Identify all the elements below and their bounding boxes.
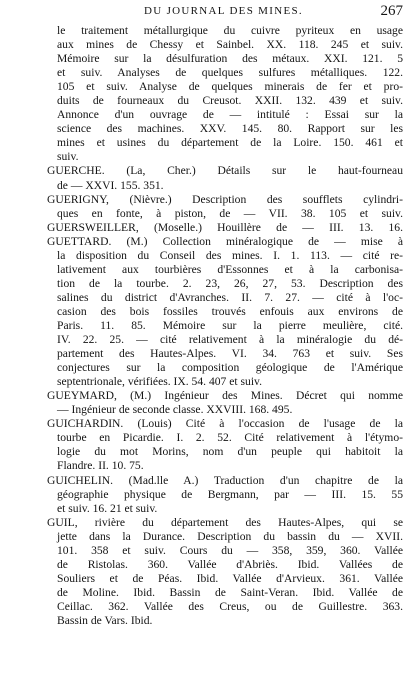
page-number: 267 [380, 3, 403, 19]
running-head [44, 3, 403, 25]
index-text-line: la disposition du Conseil des mines. I. 1. 113. — cité re- [57, 248, 403, 262]
index-text-line: science des machines. XXV. 145. 80. Rapport sur les [57, 122, 403, 136]
index-entry-line: GUIL, rivière du département des Hautes-Alpes, qui se [47, 515, 403, 529]
index-text-line: géographie physique de Bergmann, par — III. 15. 55 [57, 487, 403, 501]
index-text-line: de Ristolas. 360. Vallée d'Abriès. Ibid. Vallées de [57, 557, 403, 571]
index-text-line: de — XXVI. 155. 351. [57, 178, 164, 192]
index-text-line: tourbe en Picardie. I. 2. 52. Cité relativement à l'étymo- [57, 431, 403, 445]
index-text-line: Ceillac. 362. Vallée des Creus, ou de Guillestre. 363. [57, 599, 403, 613]
index-text-line: 105 et suiv. Analyse de quelques minerais de fer et pro- [57, 80, 403, 94]
index-text-line: lativement aux tourbières d'Essonnes et à la carbonisa- [57, 262, 403, 276]
index-text-line: casion des bois fossiles trouvés enfouis aux environs de [57, 304, 403, 318]
index-text-line: et suiv. 16. 21 et suiv. [57, 501, 158, 515]
index-text-line: — Ingénieur de seconde classe. XXVIII. 168. 495. [57, 403, 293, 417]
index-text-line: 101. 358 et suiv. Cours du — 358, 359, 360. Vallée [57, 543, 403, 557]
index-text [47, 24, 403, 628]
index-text-line: partement des Hautes-Alpes. VI. 34. 763 et suiv. Ses [57, 347, 403, 361]
index-text-line: conjectures sur la composition géologique de l'Amérique [57, 361, 403, 375]
index-entry-line: GUERSWEILLER, (Moselle.) Houillère de — III. 13. 16. [47, 220, 403, 234]
index-text-line: jette dans la Durance. Description du bassin du — XVII. [57, 529, 403, 543]
index-entry-line: GUICHARDIN. (Louis) Cité à l'occasion de l'usage de la [47, 417, 403, 431]
index-text-line: mines et usines du département de la Loire. 150. 461 et [57, 136, 403, 150]
index-text-line: Flandre. II. 10. 75. [57, 459, 144, 473]
index-entry-line: GUERIGNY, (Nièvre.) Description des soufflets cylindri- [47, 192, 403, 206]
index-text-line: suiv. [57, 150, 79, 164]
index-entry-line: GUEYMARD, (M.) Ingénieur des Mines. Décret qui nomme [47, 389, 403, 403]
index-text-line: IV. 22. 25. — cité relativement à la minéralogie du dé- [57, 333, 403, 347]
index-text-line: duits de fourneaux du Creusot. XXII. 132. 439 et suiv. [57, 94, 403, 108]
index-entry-line: GUETTARD. (M.) Collection minéralogique de — mise à [47, 234, 403, 248]
index-text-line: Mémoire sur la désulfuration des métaux. XXI. 121. 5 [57, 52, 403, 66]
index-text-line: salines du district d'Avranches. II. 7. 27. — cité à l'oc- [57, 290, 403, 304]
index-text-line: Bassin de Vars. Ibid. [57, 613, 153, 627]
index-text-line: aux mines de Chessy et Sainbel. XX. 118. 245 et suiv. [57, 38, 403, 52]
running-title: DU JOURNAL DES MINES. [144, 5, 303, 17]
index-text-line: Annonce d'un ouvrage de — intitulé : Essai sur la [57, 108, 403, 122]
index-text-line: logie du mot Morins, nom d'un peuple qui habitoit la [57, 445, 403, 459]
index-text-line: le traitement métallurgique du cuivre pyriteux en usage [57, 24, 403, 37]
index-text-line: et suiv. Analyses de quelques sulfures métalliques. 122. [57, 66, 403, 80]
index-entry-line: GUICHELIN. (Mad.lle A.) Traduction d'un chapitre de la [47, 473, 403, 487]
index-text-line: de Moline. Ibid. Bassin de Saint-Veran. Ibid. Vallée de [57, 585, 403, 599]
index-entry-line: GUERCHE. (La, Cher.) Détails sur le haut-fourneau [47, 164, 403, 178]
index-text-line: Souliers et de Péas. Ibid. Vallée d'Arvieux. 361. Vallée [57, 571, 403, 585]
index-text-line: Paris. 11. 85. Mémoire sur la pierre meulière, cité. [57, 318, 403, 332]
index-text-line: septentrionale, vérifiées. IX. 54. 407 et suiv. [57, 375, 262, 389]
index-text-line: ques en fonte, à piston, de — VII. 38. 105 et suiv. [57, 206, 403, 220]
index-text-line: tion de la tourbe. 2. 23, 26, 27, 53. Description des [57, 276, 403, 290]
